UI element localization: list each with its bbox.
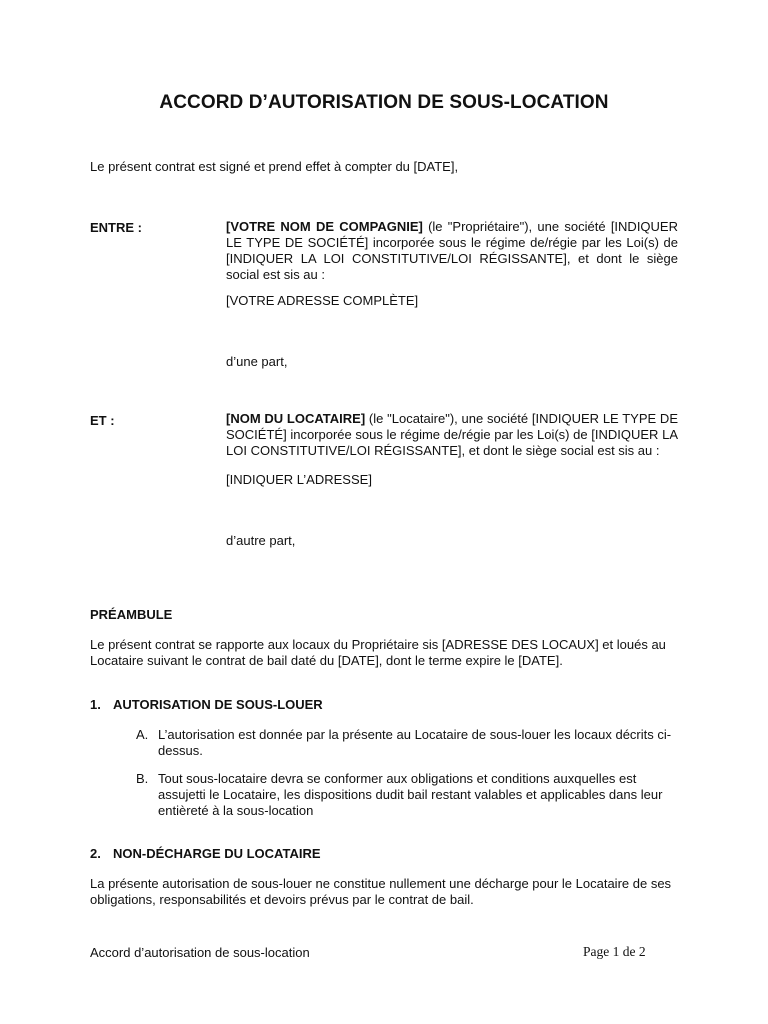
preamble-text: Le présent contrat se rapporte aux locaux du Propriétaire sis [ADRESSE DES LOCAUX] et loués au Locataire suivant le contrat de bail daté du [DATE], dont le terme expire le [DATE]. (90, 637, 666, 668)
party1-text: (le "Propriétaire"), une société [INDIQUER LE TYPE DE SOCIÉTÉ] incorporée sous le régime de/régie par les Loi(s) de [INDIQUER LA LOI CONSTITUTIVE/LOI RÉGISSANTE], et dont le siège social est sis au : (226, 219, 678, 282)
section2-text: La présente autorisation de sous-louer ne constitue nullement une décharge pour le Locataire de ses obligations, responsabilités et devoirs prévus par le contrat de bail. (90, 876, 672, 907)
section1-item-a-text: L’autorisation est donnée par la présente au Locataire de sous-louer les locaux décrits ci-dessus. (158, 727, 672, 758)
party2-name: [NOM DU LOCATAIRE] (226, 411, 366, 426)
party1-name: [VOTRE NOM DE COMPAGNIE] (226, 219, 423, 234)
section1-item-b-marker: B. (136, 771, 149, 786)
party1-label: ENTRE : (90, 220, 142, 235)
party2-closing: d’autre part, (226, 533, 296, 548)
section2-heading: NON-DÉCHARGE DU LOCATAIRE (113, 846, 321, 861)
section1-heading: AUTORISATION DE SOUS-LOUER (113, 697, 323, 712)
section1-item-b-text: Tout sous-locataire devra se conformer aux obligations et conditions auxquelles est assujetti le Locataire, les dispositions dudit bail restant valables et applicables dans leur entièreté à la sous-location (158, 771, 663, 818)
section2-number: 2. (90, 846, 101, 861)
party2-description (226, 411, 678, 459)
section1-number: 1. (90, 697, 101, 712)
party1-address: [VOTRE ADRESSE COMPLÈTE] (226, 293, 419, 308)
party1-description (226, 219, 678, 283)
document-title: ACCORD D’AUTORISATION DE SOUS-LOCATION (159, 92, 609, 113)
footer-document-name: Accord d’autorisation de sous-location (90, 945, 310, 960)
party1-closing: d’une part, (226, 354, 288, 369)
section1-item-a-marker: A. (136, 727, 149, 742)
intro-paragraph: Le présent contrat est signé et prend effet à compter du [DATE], (90, 159, 459, 174)
party2-label: ET : (90, 413, 115, 428)
footer-page-number: Page 1 de 2 (583, 944, 646, 959)
preamble-heading: PRÉAMBULE (90, 607, 173, 622)
party2-text: (le "Locataire"), une société [INDIQUER LE TYPE DE SOCIÉTÉ] incorporée sous le régime de/régie par les Loi(s) de [INDIQUER LA LOI CONSTITUTIVE/LOI RÉGISSANTE], et dont le siège social est sis au : (226, 411, 678, 458)
party2-address: [INDIQUER L’ADRESSE] (226, 472, 372, 487)
